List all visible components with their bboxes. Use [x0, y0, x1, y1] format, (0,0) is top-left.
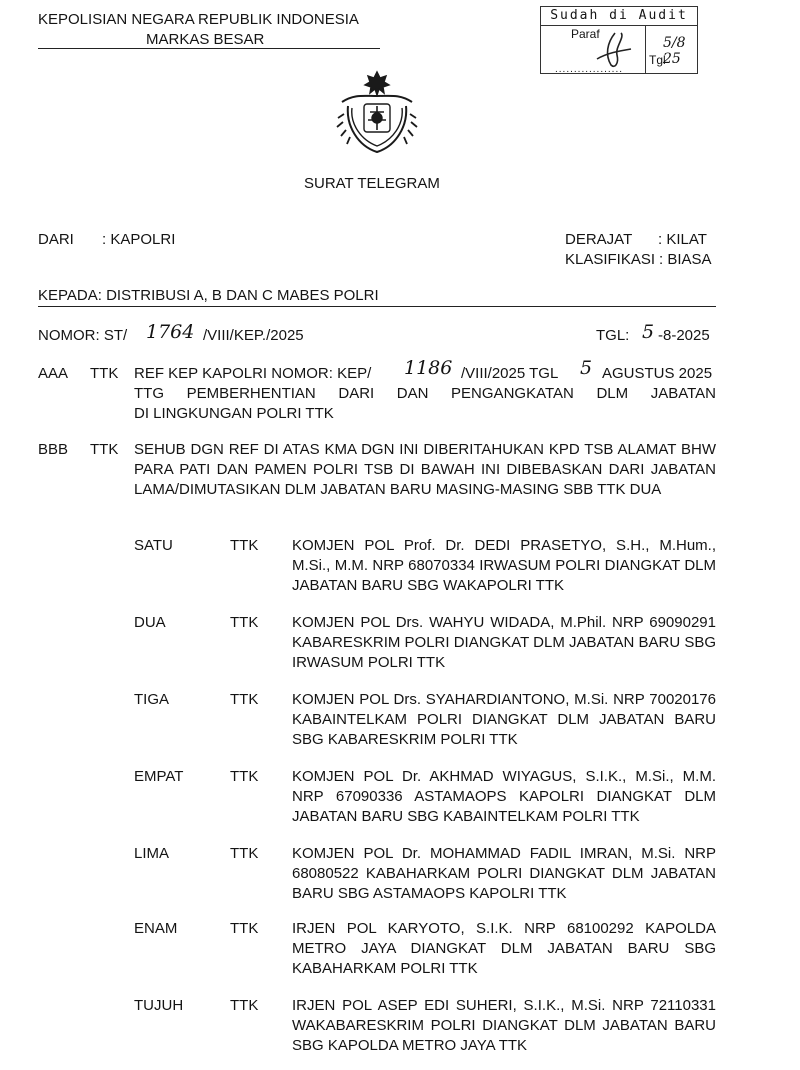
dari-label: DARI: [38, 231, 74, 248]
bbb-code: BBB: [38, 441, 69, 458]
list-item-tiga: [134, 690, 716, 760]
klasifikasi-label: KLASIFIKASI: [565, 251, 656, 268]
list-item-lima: [134, 844, 716, 914]
audit-stamp-title: Sudah di Audit: [541, 7, 697, 26]
item-ttk: TTK: [230, 614, 259, 631]
aaa-line1-a: REF KEP KAPOLRI NOMOR: KEP/: [134, 365, 372, 382]
item-ttk: TTK: [230, 537, 259, 554]
audit-stamp-dots: ..................: [555, 64, 624, 75]
aaa-code: AAA: [38, 365, 69, 382]
aaa-line3: DI LINGKUNGAN POLRI TTK: [134, 405, 334, 422]
item-ttk: TTK: [230, 997, 259, 1014]
item-text: IRJEN POL ASEP EDI SUHERI, S.I.K., M.Si. NRP 72110331 WAKABARESKRIM POLRI DIANGKAT DLM JABATAN BARU SBG KAPOLDA METRO JAYA TTK: [292, 997, 716, 1054]
nomor-prefix: NOMOR: ST/: [38, 327, 128, 344]
item-ttk: TTK: [230, 920, 259, 937]
list-item-empat: [134, 767, 716, 837]
aaa-line1-b: /VIII/2025 TGL: [461, 365, 559, 382]
audit-stamp: [540, 6, 698, 74]
aaa-line1-c: AGUSTUS 2025: [602, 365, 713, 382]
aaa-line1-handwritten-2: 5: [580, 357, 593, 379]
derajat-label: DERAJAT: [565, 231, 633, 248]
item-text: KOMJEN POL Dr. AKHMAD WIYAGUS, S.I.K., M.Si., M.M. NRP 67090336 ASTAMAOPS KAPOLRI DIANGKAT DLM JABATAN BARU SBG KABAINTELKAM POLRI TTK: [292, 768, 716, 825]
item-ttk: TTK: [230, 845, 259, 862]
document-title: SURAT TELEGRAM: [304, 175, 440, 192]
list-item-tujuh: [134, 996, 716, 1066]
derajat-value: : KILAT: [658, 231, 707, 248]
list-item-dua: [134, 613, 716, 683]
letterhead-line1: KEPOLISIAN NEGARA REPUBLIK INDONESIA: [38, 11, 359, 28]
audit-stamp-tgl-label: Tgl: [649, 53, 666, 67]
tgl-handwritten: 5: [642, 321, 655, 343]
aaa-line1-handwritten: 1186: [404, 357, 453, 379]
item-text: KOMJEN POL Drs. WAHYU WIDADA, M.Phil. NRP 69090291 KABARESKRIM POLRI DIANGKAT DLM JABATAN BARU SBG IRWASUM POLRI TTK: [292, 614, 716, 671]
aaa-line2: TTG PEMBERHENTIAN DARI DAN PENGANGKATAN DLM JABATAN: [134, 385, 716, 402]
item-ttk: TTK: [230, 691, 259, 708]
klasifikasi-value: : BIASA: [659, 251, 712, 268]
item-number: TIGA: [134, 691, 170, 708]
letterhead-rule: [38, 48, 380, 49]
item-number: TUJUH: [134, 997, 184, 1014]
kepada-rule: [38, 306, 716, 307]
nomor-suffix: /VIII/KEP./2025: [203, 327, 304, 344]
audit-stamp-handwritten-date: 5/8 25: [663, 35, 686, 67]
item-ttk: TTK: [230, 768, 259, 785]
item-text: KOMJEN POL Drs. SYAHARDIANTONO, M.Si. NRP 70020176 KABAINTELKAM POLRI DIANGKAT DLM JABATAN BARU SBG KABARESKRIM POLRI TTK: [292, 691, 716, 748]
item-text: IRJEN POL KARYOTO, S.I.K. NRP 68100292 KAPOLDA METRO JAYA DIANGKAT DLM JABATAN BARU SBG KABAHARKAM POLRI TTK: [292, 920, 716, 977]
nomor-handwritten: 1764: [146, 321, 195, 343]
letterhead-line2: MARKAS BESAR: [146, 31, 265, 48]
item-number: ENAM: [134, 920, 178, 937]
audit-stamp-divider: [645, 25, 646, 73]
item-text: KOMJEN POL Prof. Dr. DEDI PRASETYO, S.H., M.Hum., M.Si., M.M. NRP 68070334 IRWASUM POLRI DIANGKAT DLM JABATAN BARU SBG WAKAPOLRI TTK: [292, 537, 716, 594]
item-text: KOMJEN POL Dr. MOHAMMAD FADIL IMRAN, M.Si. NRP 68080522 KABAHARKAM POLRI DIANGKAT DLM JABATAN BARU SBG ASTAMAOPS KAPOLRI TTK: [292, 845, 716, 902]
aaa-ttk: TTK: [90, 365, 119, 382]
item-number: SATU: [134, 537, 173, 554]
tgl-label: TGL:: [596, 327, 630, 344]
item-number: LIMA: [134, 845, 170, 862]
audit-stamp-paraf-label: Paraf: [571, 27, 600, 41]
bbb-ttk: TTK: [90, 441, 119, 458]
list-item-enam: [134, 919, 716, 989]
kepada-line: KEPADA: DISTRIBUSI A, B DAN C MABES POLRI: [38, 287, 379, 304]
dari-value: : KAPOLRI: [102, 231, 176, 248]
list-item-satu: [134, 536, 716, 606]
polri-tribrata-emblem-icon: [334, 66, 420, 156]
item-number: DUA: [134, 614, 166, 631]
bbb-text: SEHUB DGN REF DI ATAS KMA DGN INI DIBERITAHUKAN KPD TSB ALAMAT BHW PARA PATI DAN PAMEN POLRI TSB DI BAWAH INI DIBEBASKAN DARI JABATAN LAMA/DIMUTASIKAN DLM JABATAN BARU MASING-MASING SBB TTK DUA: [134, 441, 716, 498]
tgl-suffix: -8-2025: [658, 327, 710, 344]
item-number: EMPAT: [134, 768, 184, 785]
